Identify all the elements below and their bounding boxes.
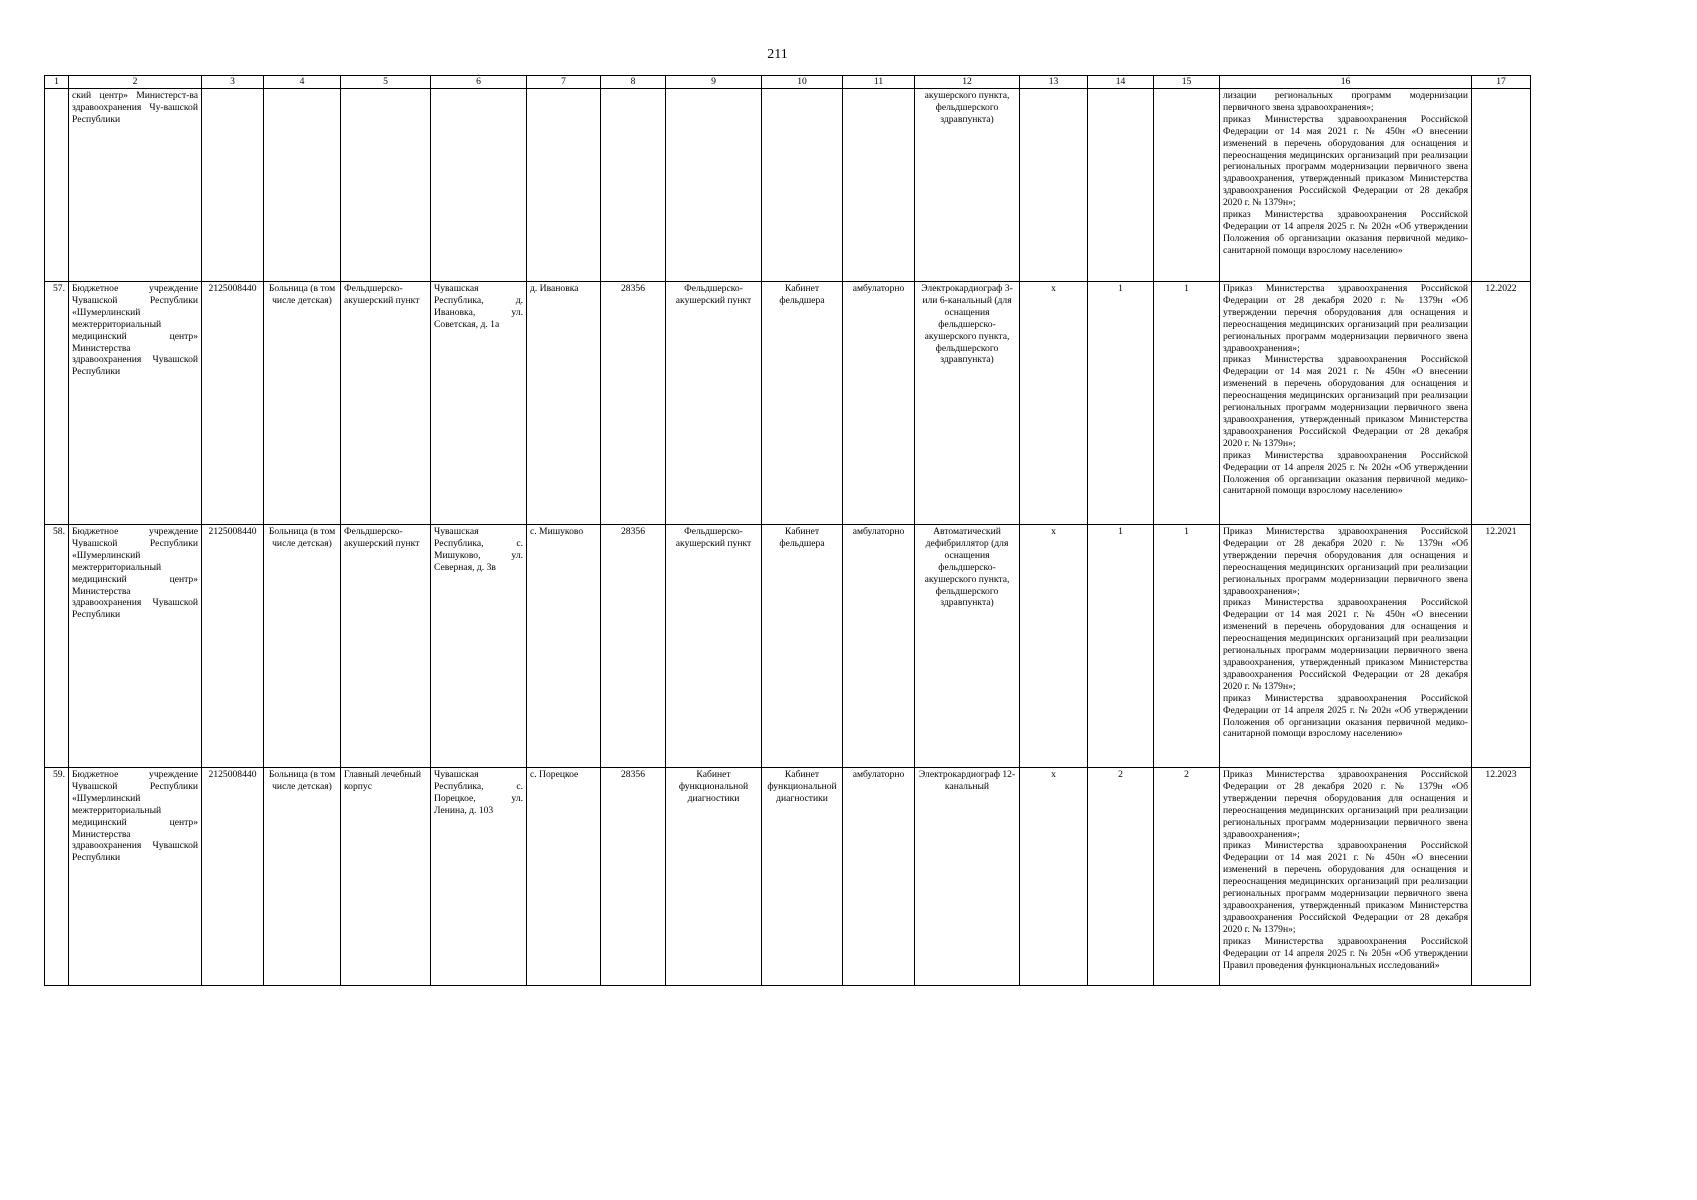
column-number: 6 [431, 76, 527, 89]
date: 12.2023 [1472, 768, 1531, 986]
column-number: 2 [69, 76, 202, 89]
legal-basis-item: приказ Министерства здравоохранения Российской Федерации от 14 мая 2021 г. № 450н «О внесении изменений в перечень оборудования для оснащения и переоснащения медицинских организаций при реализации региональных программ модернизации первичного звена здравоохранения, утвержденный приказом Министерства здравоохранения Российской Федерации от 28 декабря 2020 г. № 1379н»; [1223, 113, 1468, 209]
col-15-value [1154, 89, 1220, 282]
date: 12.2022 [1472, 282, 1531, 525]
address [431, 89, 527, 282]
code: 28356 [601, 525, 666, 768]
table-row [45, 525, 1531, 768]
building: Главный лечебный корпус [341, 768, 431, 986]
building [341, 89, 431, 282]
column-number-row [45, 76, 1531, 89]
legal-basis [1220, 525, 1472, 768]
care-mode [843, 89, 915, 282]
facility-type: Больница (в том числе детская) [264, 525, 341, 768]
organization-name: Бюджетное учреждение Чувашской Республики «Шумерлинский межтерриториальный медицинский центр» Министерства здравоохранения Чувашской Республики [69, 282, 202, 525]
organization-name: ский центр» Министерст-ва здравоохранения Чу-вашской Республики [69, 89, 202, 282]
legal-basis [1220, 768, 1472, 986]
date: 12.2021 [1472, 525, 1531, 768]
column-number: 13 [1020, 76, 1088, 89]
column-number: 3 [202, 76, 264, 89]
legal-basis-item: приказ Министерства здравоохранения Российской Федерации от 14 апреля 2025 г. № 202н «Об утверждении Положения об организации оказания первичной медико-санитарной помощи взрослому населению» [1223, 209, 1468, 256]
col-14-value: 1 [1088, 525, 1154, 768]
equipment: Электрокардиограф 12-канальный [915, 768, 1020, 986]
table-row [45, 89, 1531, 282]
legal-basis [1220, 89, 1472, 282]
address: Чувашская Республика, с. Мишуково, ул. Северная, д. 3в [431, 525, 527, 768]
column-number: 17 [1472, 76, 1531, 89]
column-number: 5 [341, 76, 431, 89]
col-13-value: x [1020, 525, 1088, 768]
inn: 2125008440 [202, 525, 264, 768]
col-13-value [1020, 89, 1088, 282]
building: Фельдшерско-акушерский пункт [341, 282, 431, 525]
col-13-value: x [1020, 768, 1088, 986]
inn: 2125008440 [202, 768, 264, 986]
col-15-value: 2 [1154, 768, 1220, 986]
col-14-value: 2 [1088, 768, 1154, 986]
row-number [45, 89, 69, 282]
page-number: 211 [767, 47, 788, 62]
legal-basis-item: приказ Министерства здравоохранения Российской Федерации от 14 апреля 2025 г. № 202н «Об утверждении Положения об организации оказания первичной медико-санитарной помощи взрослому населению» [1223, 692, 1468, 740]
legal-basis-item: приказ Министерства здравоохранения Российской Федерации от 14 мая 2021 г. № 450н «О внесении изменений в перечень оборудования для оснащения и переоснащения медицинских организаций при реализации региональных программ модернизации первичного звена здравоохранения, утвержденный приказом Министерства здравоохранения Российской Федерации от 28 декабря 2020 г. № 1379н»; [1223, 354, 1468, 449]
column-number: 1 [45, 76, 69, 89]
facility-type: Больница (в том числе детская) [264, 768, 341, 986]
row-number: 57. [45, 282, 69, 525]
room [762, 89, 843, 282]
col-15-value: 1 [1154, 282, 1220, 525]
equipment: Автоматический дефибриллятор (для оснащения фельдшерско-акушерского пункта, фельдшерского здравпункта) [915, 525, 1020, 768]
room: Кабинет фельдшера [762, 282, 843, 525]
legal-basis-item: Приказ Министерства здравоохранения Российской Федерации от 28 декабря 2020 г. № 1379н «Об утверждении перечня оборудования для оснащения и переоснащения медицинских организаций при реализации региональных программ модернизации первичного звена здравоохранения»; [1223, 283, 1468, 354]
column-number: 9 [666, 76, 762, 89]
unit: Кабинет функциональной диагностики [666, 768, 762, 986]
room: Кабинет фельдшера [762, 525, 843, 768]
table-row [45, 282, 1531, 525]
row-number: 59. [45, 768, 69, 986]
equipment: Электрокардиограф 3- или 6-канальный (для оснащения фельдшерско-акушерского пункта, фельдшерского здравпункта) [915, 282, 1020, 525]
unit [666, 89, 762, 282]
column-number: 7 [527, 76, 601, 89]
equipment-register-table [44, 75, 1531, 986]
inn: 2125008440 [202, 282, 264, 525]
care-mode: амбулаторно [843, 282, 915, 525]
legal-basis-item: приказ Министерства здравоохранения Российской Федерации от 14 мая 2021 г. № 450н «О внесении изменений в перечень оборудования для оснащения и переоснащения медицинских организаций при реализации региональных программ модернизации первичного звена здравоохранения, утвержденный приказом Министерства здравоохранения Российской Федерации от 28 декабря 2020 г. № 1379н»; [1223, 840, 1468, 935]
address: Чувашская Республика, с. Порецкое, ул. Ленина, д. 103 [431, 768, 527, 986]
table-row [45, 768, 1531, 986]
date [1472, 89, 1531, 282]
legal-basis-item: приказ Министерства здравоохранения Российской Федерации от 14 апреля 2025 г. № 205н «Об утверждении Правил проведения функциональных исследований» [1223, 935, 1468, 971]
locality: д. Ивановка [527, 282, 601, 525]
room: Кабинет функциональной диагностики [762, 768, 843, 986]
legal-basis-item: Приказ Министерства здравоохранения Российской Федерации от 28 декабря 2020 г. № 1379н «Об утверждении перечня оборудования для оснащения и переоснащения медицинских организаций при реализации региональных программ модернизации первичного звена здравоохранения»; [1223, 769, 1468, 840]
unit: Фельдшерско-акушерский пункт [666, 525, 762, 768]
address: Чувашская Республика, д. Ивановка, ул. Советская, д. 1а [431, 282, 527, 525]
unit: Фельдшерско-акушерский пункт [666, 282, 762, 525]
code: 28356 [601, 768, 666, 986]
equipment: акушерского пункта, фельдшерского здравпункта) [915, 89, 1020, 282]
locality: с. Порецкое [527, 768, 601, 986]
column-number: 16 [1220, 76, 1472, 89]
column-number: 15 [1154, 76, 1220, 89]
column-number: 11 [843, 76, 915, 89]
legal-basis [1220, 282, 1472, 525]
code [601, 89, 666, 282]
col-15-value: 1 [1154, 525, 1220, 768]
locality [527, 89, 601, 282]
legal-basis-item: приказ Министерства здравоохранения Российской Федерации от 14 апреля 2025 г. № 202н «Об утверждении Положения об организации оказания первичной медико-санитарной помощи взрослому населению» [1223, 449, 1468, 497]
col-13-value: x [1020, 282, 1088, 525]
legal-basis-item: лизации региональных программ модернизации первичного звена здравоохранения»; [1223, 90, 1468, 113]
column-number: 8 [601, 76, 666, 89]
care-mode: амбулаторно [843, 525, 915, 768]
organization-name: Бюджетное учреждение Чувашской Республики «Шумерлинский межтерриториальный медицинский центр» Министерства здравоохранения Чувашской Республики [69, 525, 202, 768]
facility-type [264, 89, 341, 282]
col-14-value [1088, 89, 1154, 282]
organization-name: Бюджетное учреждение Чувашской Республики «Шумерлинский межтерриториальный медицинский центр» Министерства здравоохранения Чувашской Республики [69, 768, 202, 986]
facility-type: Больница (в том числе детская) [264, 282, 341, 525]
col-14-value: 1 [1088, 282, 1154, 525]
care-mode: амбулаторно [843, 768, 915, 986]
column-number: 14 [1088, 76, 1154, 89]
column-number: 4 [264, 76, 341, 89]
inn [202, 89, 264, 282]
column-number: 12 [915, 76, 1020, 89]
row-number: 58. [45, 525, 69, 768]
legal-basis-item: Приказ Министерства здравоохранения Российской Федерации от 28 декабря 2020 г. № 1379н «Об утверждении перечня оборудования для оснащения и переоснащения медицинских организаций при реализации региональных программ модернизации первичного звена здравоохранения»; [1223, 526, 1468, 597]
column-number: 10 [762, 76, 843, 89]
legal-basis-item: приказ Министерства здравоохранения Российской Федерации от 14 мая 2021 г. № 450н «О внесении изменений в перечень оборудования для оснащения и переоснащения медицинских организаций при реализации региональных программ модернизации первичного звена здравоохранения, утвержденный приказом Министерства здравоохранения Российской Федерации от 28 декабря 2020 г. № 1379н»; [1223, 597, 1468, 692]
code: 28356 [601, 282, 666, 525]
locality: с. Мишуково [527, 525, 601, 768]
building: Фельдшерско-акушерский пункт [341, 525, 431, 768]
